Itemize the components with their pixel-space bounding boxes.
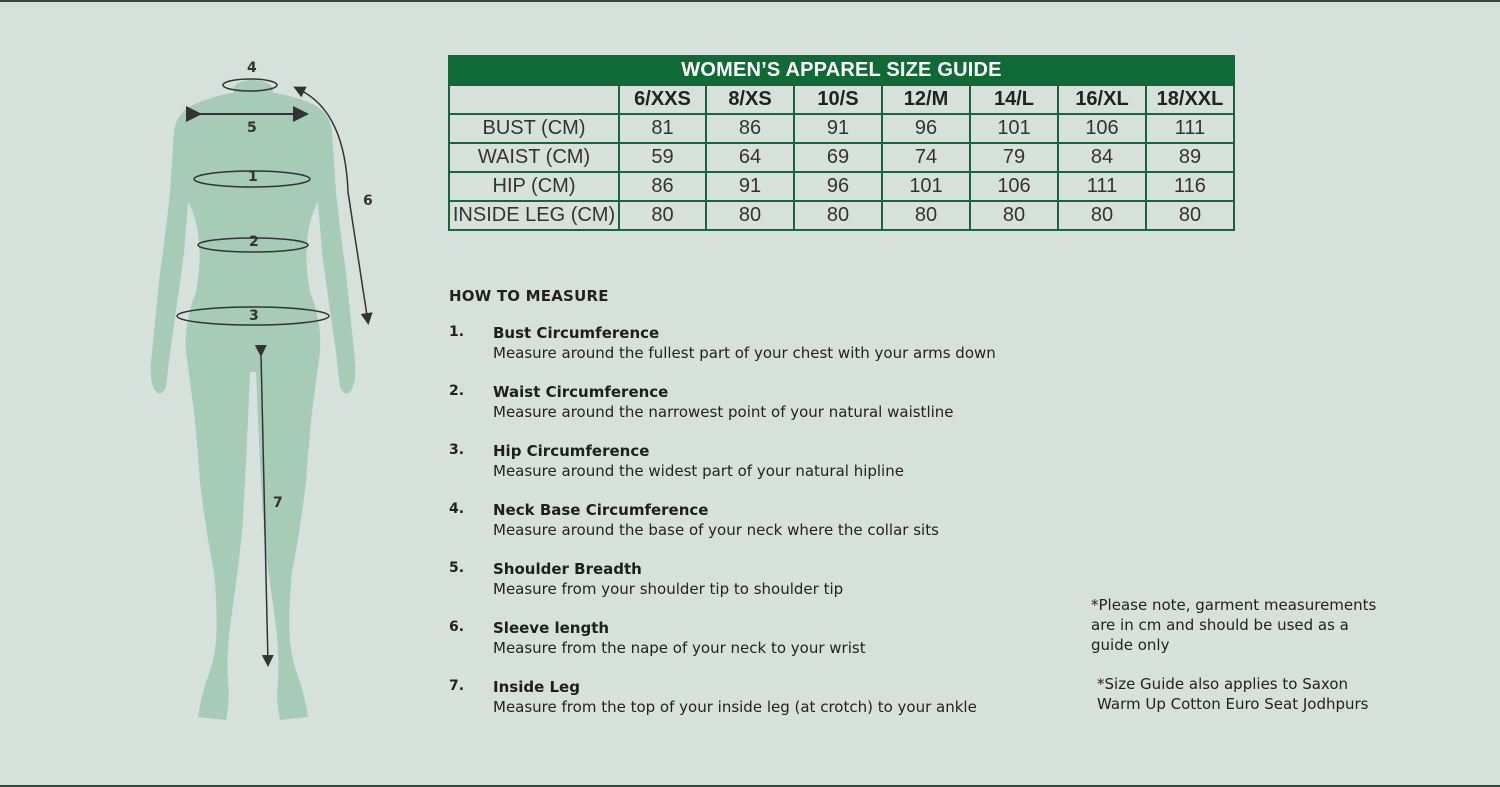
table-cell: 89: [1146, 143, 1234, 172]
table-cell: 80: [882, 201, 970, 230]
list-item: [449, 678, 1069, 737]
table-cell: 59: [619, 143, 706, 172]
table-cell: 80: [619, 201, 706, 230]
size-header: 10/S: [794, 85, 882, 114]
size-header: 8/XS: [706, 85, 794, 114]
table-cell: 80: [706, 201, 794, 230]
table-row-hip: [449, 172, 1234, 201]
step-title: Shoulder Breadth: [493, 560, 642, 578]
table-row-inside-leg: [449, 201, 1234, 230]
table-cell: 91: [706, 172, 794, 201]
jodhpurs-note: *Size Guide also applies to Saxon Warm Up Cotton Euro Seat Jodhpurs: [1097, 675, 1369, 713]
table-title: WOMEN’S APPAREL SIZE GUIDE: [449, 56, 1234, 85]
table-cell: 111: [1058, 172, 1146, 201]
table-cell: 79: [970, 143, 1058, 172]
size-guide-table: [448, 55, 1235, 231]
step-description: Measure around the fullest part of your chest with your arms down: [493, 344, 996, 362]
size-header: 16/XL: [1058, 85, 1146, 114]
step-description: Measure from your shoulder tip to shoulder tip: [493, 580, 844, 598]
sleeve-arrow-start: [296, 88, 302, 91]
row-label: HIP (CM): [449, 172, 619, 201]
row-label: INSIDE LEG (CM): [449, 201, 619, 230]
measurement-steps-list: [449, 324, 1069, 737]
list-item: [449, 442, 1069, 501]
label-2: 2: [249, 234, 259, 250]
table-header-row: [449, 85, 1234, 114]
table-row-waist: [449, 143, 1234, 172]
step-title: Waist Circumference: [493, 383, 669, 401]
table-cell: 64: [706, 143, 794, 172]
table-cell: 106: [970, 172, 1058, 201]
body-silhouette-diagram: [140, 52, 400, 732]
body-measurement-figure: [140, 52, 400, 732]
table-cell: 80: [794, 201, 882, 230]
label-3: 3: [249, 308, 259, 324]
step-number: 5.: [449, 560, 465, 576]
table-cell: 116: [1146, 172, 1234, 201]
table-cell: 101: [882, 172, 970, 201]
table-cell: 74: [882, 143, 970, 172]
label-6: 6: [363, 193, 373, 209]
table-cell: 80: [970, 201, 1058, 230]
table-cell: 96: [882, 114, 970, 143]
table-cell: 80: [1146, 201, 1234, 230]
size-header: 18/XXL: [1146, 85, 1234, 114]
table-title-row: [449, 56, 1234, 85]
measurement-note: *Please note, garment measurements are in cm and should be used as a guide only: [1091, 596, 1377, 654]
step-description: Measure around the widest part of your natural hipline: [493, 462, 904, 480]
step-description: Measure around the base of your neck where the collar sits: [493, 521, 939, 539]
table-cell: 106: [1058, 114, 1146, 143]
step-number: 4.: [449, 501, 465, 517]
step-number: 6.: [449, 619, 465, 635]
step-title: Sleeve length: [493, 619, 610, 637]
table-cell: 101: [970, 114, 1058, 143]
step-title: Inside Leg: [493, 678, 580, 696]
list-item: [449, 324, 1069, 383]
table-cell: 80: [1058, 201, 1146, 230]
table-row-bust: [449, 114, 1234, 143]
table-cell: 91: [794, 114, 882, 143]
step-number: 1.: [449, 324, 465, 340]
table-cell: 69: [794, 143, 882, 172]
step-title: Hip Circumference: [493, 442, 650, 460]
step-description: Measure around the narrowest point of your natural waistline: [493, 403, 954, 421]
step-description: Measure from the top of your inside leg (at crotch) to your ankle: [493, 698, 977, 716]
how-to-measure-title: HOW TO MEASURE: [449, 287, 609, 305]
size-header: 6/XXS: [619, 85, 706, 114]
list-item: [449, 501, 1069, 560]
list-item: [449, 383, 1069, 442]
table-corner-cell: [449, 85, 619, 114]
table-cell: 86: [706, 114, 794, 143]
step-description: Measure from the nape of your neck to your wrist: [493, 639, 866, 657]
list-item: [449, 619, 1069, 678]
label-4: 4: [247, 60, 257, 76]
table-cell: 84: [1058, 143, 1146, 172]
label-7: 7: [273, 495, 283, 511]
table-cell: 111: [1146, 114, 1234, 143]
size-header: 12/M: [882, 85, 970, 114]
table-cell: 86: [619, 172, 706, 201]
size-header: 14/L: [970, 85, 1058, 114]
row-label: BUST (CM): [449, 114, 619, 143]
step-number: 7.: [449, 678, 465, 694]
row-label: WAIST (CM): [449, 143, 619, 172]
label-1: 1: [248, 169, 258, 185]
table-cell: 81: [619, 114, 706, 143]
list-item: [449, 560, 1069, 619]
step-number: 3.: [449, 442, 465, 458]
label-5: 5: [247, 120, 257, 136]
table-cell: 96: [794, 172, 882, 201]
step-title: Neck Base Circumference: [493, 501, 709, 519]
step-title: Bust Circumference: [493, 324, 660, 342]
step-number: 2.: [449, 383, 465, 399]
